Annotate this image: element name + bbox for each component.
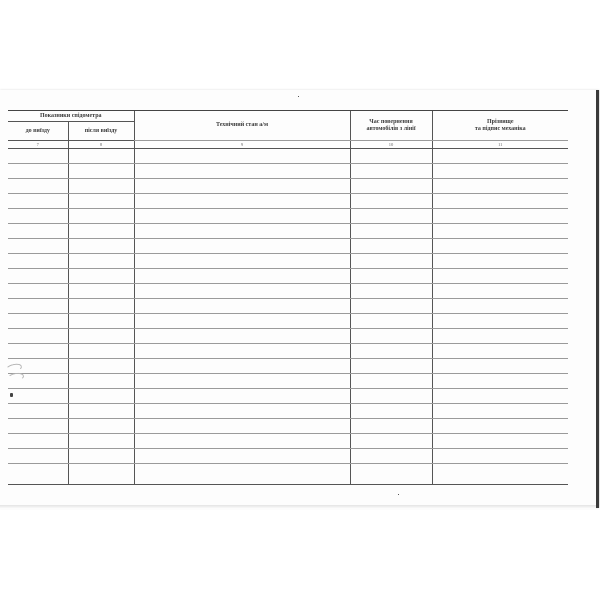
table-cell <box>68 239 134 254</box>
table-cell <box>8 389 68 404</box>
table-cell <box>68 464 134 485</box>
table-cell <box>432 389 568 404</box>
table-cell <box>134 314 350 329</box>
table-cell <box>134 224 350 239</box>
table-row <box>8 224 568 239</box>
table-row <box>8 284 568 299</box>
mechanic-header <box>432 111 568 141</box>
table-row <box>8 329 568 344</box>
table-cell <box>350 269 432 284</box>
table-cell <box>68 179 134 194</box>
table-row <box>8 239 568 254</box>
table-cell <box>432 449 568 464</box>
punch-hole-mark <box>10 393 13 397</box>
table-cell <box>8 419 68 434</box>
table-cell <box>134 464 350 485</box>
table-cell <box>432 404 568 419</box>
table-cell <box>8 224 68 239</box>
table-cell <box>134 299 350 314</box>
table-row <box>8 374 568 389</box>
table-cell <box>68 449 134 464</box>
table-cell <box>134 194 350 209</box>
table-cell <box>134 419 350 434</box>
journal-table <box>8 110 568 485</box>
table-cell <box>134 239 350 254</box>
table-cell <box>8 284 68 299</box>
return-time-header-line2: автомобілів з лінії <box>366 125 416 132</box>
table-cell <box>8 194 68 209</box>
return-time-header-line1: Час повернення <box>369 118 413 125</box>
table-cell <box>350 344 432 359</box>
table-cell <box>68 254 134 269</box>
table-cell <box>68 344 134 359</box>
table-cell <box>432 269 568 284</box>
table-cell <box>350 314 432 329</box>
table-cell <box>134 389 350 404</box>
table-cell <box>134 179 350 194</box>
table-cell <box>350 449 432 464</box>
table-cell <box>350 434 432 449</box>
table-cell <box>8 449 68 464</box>
table-cell <box>432 149 568 164</box>
table-cell <box>134 254 350 269</box>
table-cell <box>8 209 68 224</box>
table-cell <box>432 419 568 434</box>
table-body <box>8 149 568 485</box>
table-row <box>8 434 568 449</box>
table-row <box>8 344 568 359</box>
table-cell <box>8 299 68 314</box>
column-number: 7 <box>8 141 68 149</box>
table-cell <box>432 164 568 179</box>
table-cell <box>134 149 350 164</box>
table-cell <box>68 299 134 314</box>
table-cell <box>8 239 68 254</box>
table-cell <box>350 254 432 269</box>
table-cell <box>350 419 432 434</box>
table-cell <box>8 164 68 179</box>
table-cell <box>350 239 432 254</box>
table-cell <box>68 434 134 449</box>
table-cell <box>68 209 134 224</box>
table-cell <box>134 449 350 464</box>
table-row <box>8 164 568 179</box>
table-cell <box>350 164 432 179</box>
table-cell <box>68 164 134 179</box>
table-cell <box>432 209 568 224</box>
background-top <box>0 0 600 90</box>
column-number-row <box>8 141 568 149</box>
table-row <box>8 194 568 209</box>
technical-state-header: Технічний стан а/м <box>134 111 350 141</box>
table-cell <box>8 269 68 284</box>
mechanic-header-line2: та підпис механіка <box>474 125 526 132</box>
speedometer-group-header: Показники спідометра <box>8 111 134 122</box>
table-cell <box>350 194 432 209</box>
table-cell <box>68 284 134 299</box>
table-cell <box>134 164 350 179</box>
table-cell <box>432 239 568 254</box>
page-edge-shadow <box>0 505 596 509</box>
table-cell <box>350 374 432 389</box>
table-cell <box>134 404 350 419</box>
table-cell <box>350 329 432 344</box>
table-cell <box>432 434 568 449</box>
table-row <box>8 449 568 464</box>
table-row <box>8 269 568 284</box>
table-row <box>8 464 568 485</box>
paper-speck <box>398 494 399 495</box>
table-cell <box>432 254 568 269</box>
column-number: 9 <box>134 141 350 149</box>
table-cell <box>134 359 350 374</box>
column-number: 8 <box>68 141 134 149</box>
table-cell <box>134 284 350 299</box>
table-cell <box>68 329 134 344</box>
table-row <box>8 389 568 404</box>
table-cell <box>432 359 568 374</box>
table-cell <box>432 329 568 344</box>
table-cell <box>350 284 432 299</box>
table-cell <box>350 179 432 194</box>
table-cell <box>8 464 68 485</box>
table-cell <box>68 149 134 164</box>
table-cell <box>134 344 350 359</box>
table-cell <box>350 404 432 419</box>
return-time-header <box>350 111 432 141</box>
table-row <box>8 179 568 194</box>
table-row <box>8 314 568 329</box>
table-row <box>8 209 568 224</box>
table-cell <box>432 299 568 314</box>
table-cell <box>68 389 134 404</box>
table-row <box>8 299 568 314</box>
table-cell <box>432 344 568 359</box>
background-bottom <box>0 508 600 600</box>
table-cell <box>8 254 68 269</box>
table-cell <box>350 209 432 224</box>
table-cell <box>8 344 68 359</box>
table-cell <box>68 224 134 239</box>
table-cell <box>8 149 68 164</box>
table-cell <box>350 299 432 314</box>
table-cell <box>350 149 432 164</box>
table-cell <box>432 314 568 329</box>
after-departure-header: після виїзду <box>68 122 134 141</box>
table-cell <box>350 224 432 239</box>
table-cell <box>68 359 134 374</box>
table-row <box>8 359 568 374</box>
table-cell <box>134 374 350 389</box>
table-cell <box>68 374 134 389</box>
table-cell <box>68 269 134 284</box>
paper-speck <box>298 96 299 97</box>
table-cell <box>8 329 68 344</box>
table-row <box>8 404 568 419</box>
header-row-group <box>8 111 568 122</box>
table-row <box>8 419 568 434</box>
table-cell <box>8 404 68 419</box>
table-cell <box>68 404 134 419</box>
table-cell <box>432 194 568 209</box>
table-cell <box>432 464 568 485</box>
table-cell <box>350 359 432 374</box>
table-cell <box>8 314 68 329</box>
column-number: 10 <box>350 141 432 149</box>
table-cell <box>134 434 350 449</box>
table-cell <box>432 284 568 299</box>
before-departure-header: до виїзду <box>8 122 68 141</box>
table-cell <box>432 374 568 389</box>
table-cell <box>68 194 134 209</box>
table-cell <box>350 464 432 485</box>
mechanic-header-line1: Прізвище <box>486 118 514 125</box>
table-cell <box>432 179 568 194</box>
table-cell <box>8 179 68 194</box>
table-cell <box>68 314 134 329</box>
table-row <box>8 149 568 164</box>
table-cell <box>432 224 568 239</box>
table-cell <box>68 419 134 434</box>
table-cell <box>350 389 432 404</box>
table-cell <box>134 329 350 344</box>
column-number: 11 <box>432 141 568 149</box>
table-cell <box>134 269 350 284</box>
table-cell <box>8 434 68 449</box>
table-row <box>8 254 568 269</box>
table-cell <box>134 209 350 224</box>
